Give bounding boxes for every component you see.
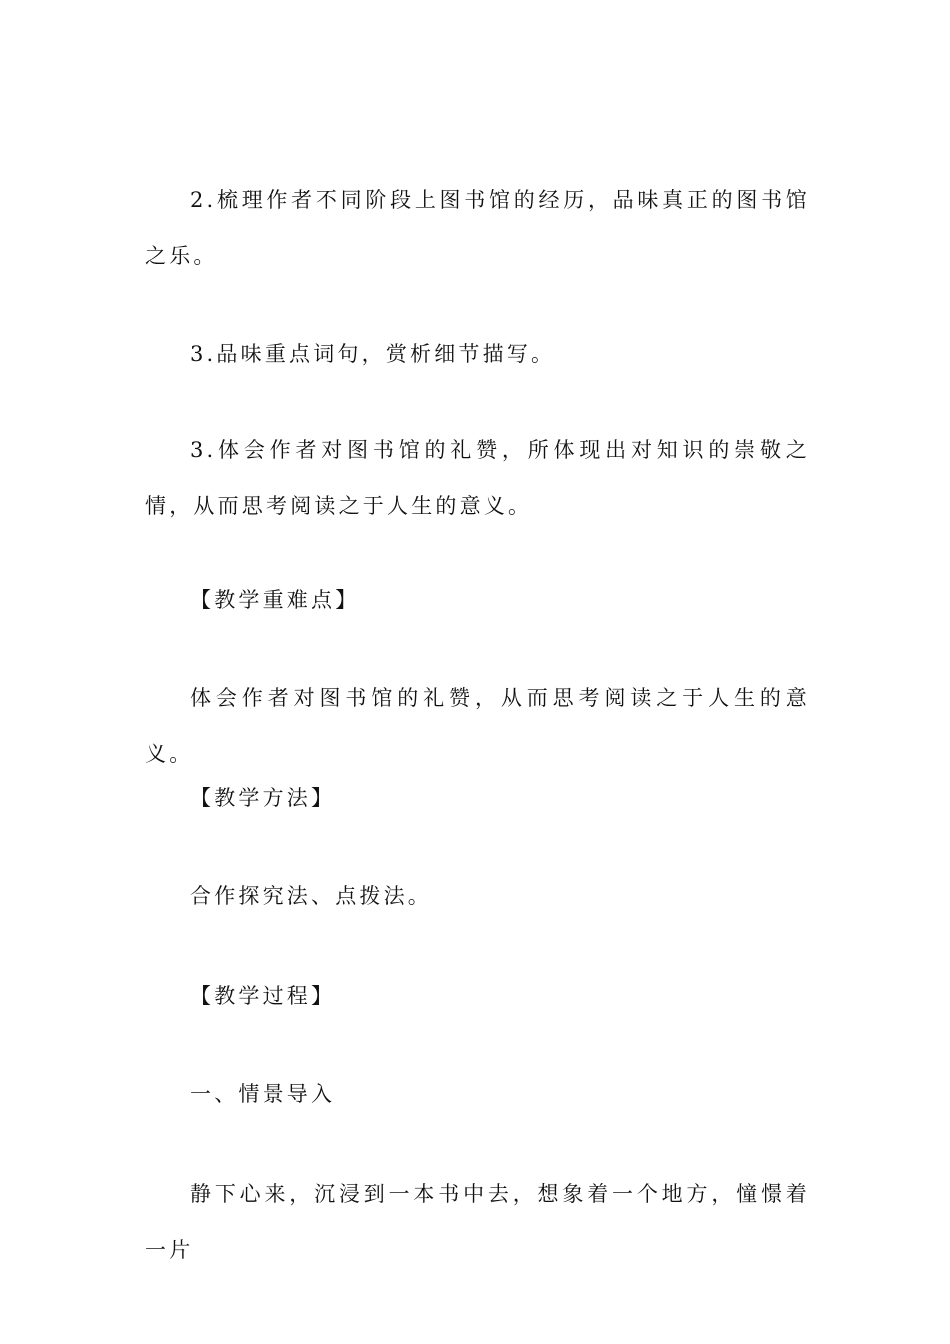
heading-key-difficulties: 【教学重难点】 bbox=[190, 588, 360, 612]
objective-2: 2.梳理作者不同阶段上图书馆的经历，品味真正的图书馆之乐。 bbox=[145, 188, 810, 268]
teaching-methods-text: 合作探究法、点拨法。 bbox=[190, 884, 432, 908]
heading-teaching-process: 【教学过程】 bbox=[190, 984, 336, 1008]
key-difficulties-text: 体会作者对图书馆的礼赞，从而思考阅读之于人生的意义。 bbox=[145, 686, 810, 766]
intro-paragraph: 静下心来，沉浸到一本书中去，想象着一个地方，憧憬着一片 bbox=[145, 1182, 810, 1262]
heading-teaching-methods: 【教学方法】 bbox=[190, 786, 336, 810]
objective-3a: 3.品味重点词句，赏析细节描写。 bbox=[190, 342, 556, 366]
section-1-title: 一、情景导入 bbox=[190, 1082, 336, 1106]
objective-3b: 3.体会作者对图书馆的礼赞，所体现出对知识的崇敬之情，从而思考阅读之于人生的意义。 bbox=[145, 438, 810, 518]
